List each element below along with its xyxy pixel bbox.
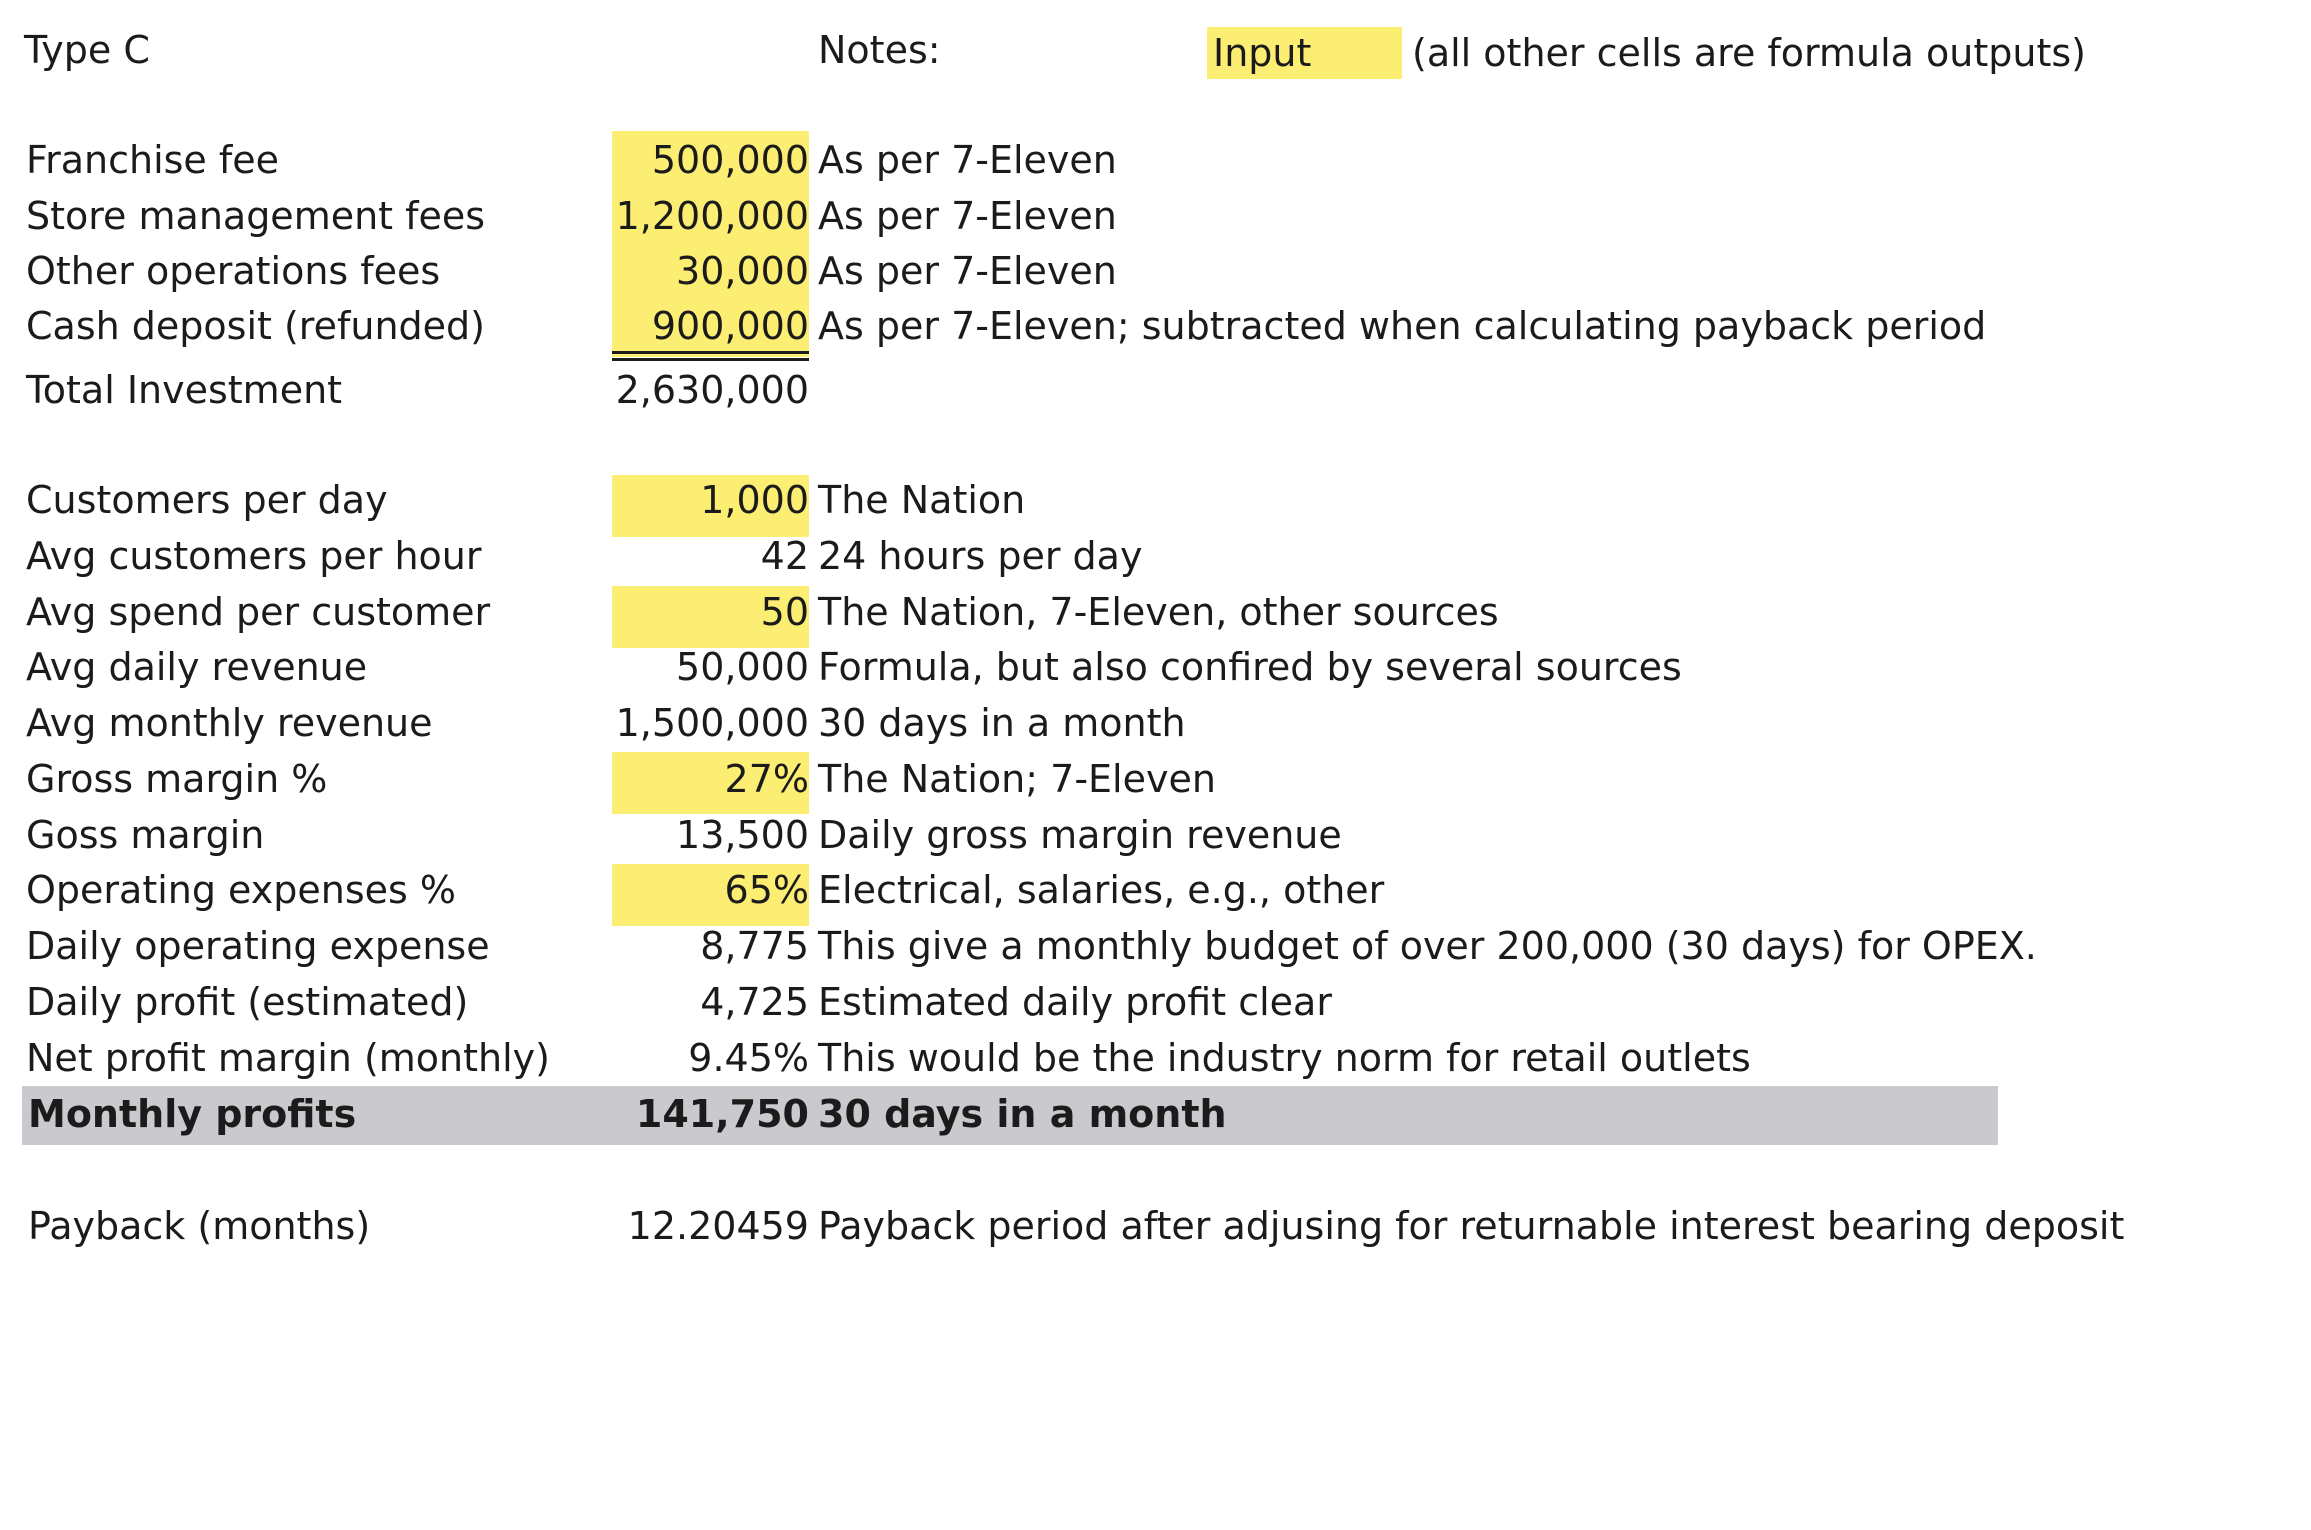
payback-note: Payback period after adjusing for returnable interest bearing deposit — [818, 1204, 2125, 1248]
row-note: Formula, but also confired by several sources — [818, 645, 1682, 689]
row-label: Gross margin % — [26, 757, 328, 801]
row-value: 500,000 — [651, 138, 809, 182]
row-value: 1,500,000 — [615, 701, 809, 745]
row-label: Avg monthly revenue — [26, 701, 433, 745]
row-value: 13,500 — [676, 813, 809, 857]
sheet-title: Type C — [24, 28, 150, 72]
row-label: Net profit margin (monthly) — [26, 1036, 550, 1080]
payback-label: Payback (months) — [28, 1204, 371, 1248]
row-note: This give a monthly budget of over 200,000 (30 days) for OPEX. — [818, 924, 2037, 968]
row-value: 1,000 — [700, 478, 809, 522]
monthly-profits-note: 30 days in a month — [818, 1092, 1227, 1136]
row-label: Daily profit (estimated) — [26, 980, 469, 1024]
total-value: 2,630,000 — [615, 368, 809, 412]
row-value: 50 — [760, 590, 809, 634]
row-note: Daily gross margin revenue — [818, 813, 1342, 857]
row-note: Estimated daily profit clear — [818, 980, 1332, 1024]
row-label: Cash deposit (refunded) — [26, 304, 485, 348]
row-value: 50,000 — [676, 645, 809, 689]
row-value: 65% — [724, 868, 809, 912]
row-note: As per 7-Eleven; subtracted when calculating payback period — [818, 304, 1987, 348]
row-note: As per 7-Eleven — [818, 138, 1117, 182]
monthly-profits-label: Monthly profits — [28, 1092, 357, 1136]
row-value: 9.45% — [688, 1036, 809, 1080]
row-note: The Nation — [818, 478, 1026, 522]
row-note: As per 7-Eleven — [818, 194, 1117, 238]
row-label: Goss margin — [26, 813, 265, 857]
total-label: Total Investment — [26, 368, 343, 412]
notes-header: Notes: — [818, 28, 941, 72]
row-value: 4,725 — [700, 980, 809, 1024]
payback-value: 12.20459 — [627, 1204, 809, 1248]
row-label: Avg customers per hour — [26, 534, 482, 578]
input-legend-description: (all other cells are formula outputs) — [1412, 31, 2086, 75]
row-value: 42 — [760, 534, 809, 578]
row-label: Franchise fee — [26, 138, 280, 182]
row-note: As per 7-Eleven — [818, 249, 1117, 293]
monthly-profits-value: 141,750 — [635, 1092, 809, 1136]
row-label: Operating expenses % — [26, 868, 457, 912]
row-value: 8,775 — [700, 924, 809, 968]
row-value: 30,000 — [676, 249, 809, 293]
row-note: This would be the industry norm for retail outlets — [818, 1036, 1751, 1080]
row-label: Other operations fees — [26, 249, 441, 293]
row-value: 1,200,000 — [615, 194, 809, 238]
row-note: 30 days in a month — [818, 701, 1186, 745]
row-note: The Nation, 7-Eleven, other sources — [818, 590, 1499, 634]
row-label: Avg daily revenue — [26, 645, 368, 689]
row-note: Electrical, salaries, e.g., other — [818, 868, 1385, 912]
row-label: Avg spend per customer — [26, 590, 491, 634]
row-value: 27% — [724, 757, 809, 801]
row-note: 24 hours per day — [818, 534, 1143, 578]
total-underline-bottom — [612, 358, 809, 361]
input-legend-label: Input — [1213, 31, 1312, 75]
row-label: Daily operating expense — [26, 924, 490, 968]
row-label: Store management fees — [26, 194, 486, 238]
row-note: The Nation; 7-Eleven — [818, 757, 1216, 801]
row-label: Customers per day — [26, 478, 388, 522]
row-value: 900,000 — [651, 304, 809, 348]
